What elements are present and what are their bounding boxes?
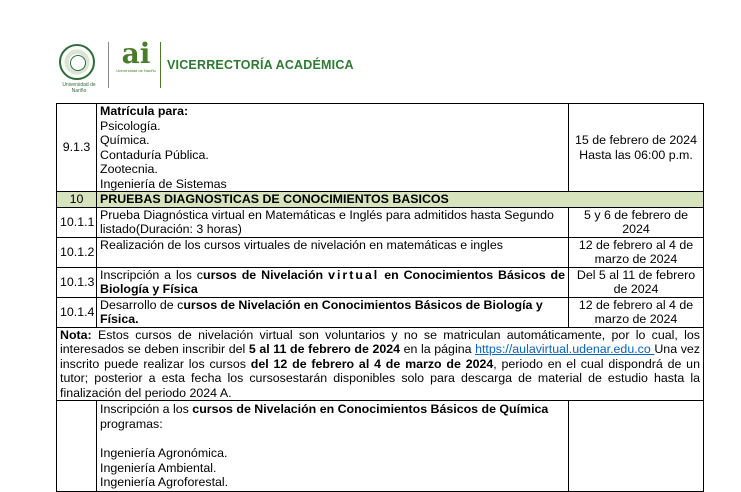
university-seal-logo [59,44,95,80]
table-row [57,104,704,192]
row-description [97,297,569,327]
note-label: Nota: [60,327,92,342]
row-description [97,104,569,192]
text-segment: en la página [400,342,476,356]
header-divider [108,42,109,88]
text-segment-bold: 5 al 11 de febrero de 2024 [248,342,401,356]
program-item: Psicología. [100,118,161,133]
section-title: PRUEBAS DIAGNOSTICAS DE CONOCIMIENTOS BASICOS [97,192,704,208]
row-number [57,401,97,492]
program-item: Zootecnia. [100,162,158,176]
ai-logo-mark: ai [121,37,151,70]
row-number: 10.1.2 [57,237,97,267]
schedule-table [56,103,704,492]
section-number: 10 [57,192,97,208]
row-description: Prueba Diagnóstica virtual en Matemáticas e Inglés para admitidos hasta Segundo listado(Duración: 3 horas) [97,207,569,237]
row-date: 5 y 6 de febrero de 2024 [569,207,704,237]
program-item: Ingeniería Agroforestal. [100,475,229,490]
text-segment: , periodo en el cual dispondrá de un tutor; posterior a esta fecha los cursosestarán disponibles solo para descarga de material de estudio hasta la finalización del periodo 2024 A. [60,356,700,400]
text-segment: Inscripción a los c [100,267,204,282]
row-number: 10.1.1 [57,207,97,237]
text-segment: Inscripción a los [100,402,193,417]
text-segment-bold: cursos de Nivelación en Conocimientos Básicos de Química [192,402,549,417]
text-segment-bold: en Conocimientos Básicos de Biología y Física [100,267,565,296]
date-line: Hasta las 06:00 p.m. [579,147,693,162]
text-segment-bold: ursos de Nivelación [203,267,329,282]
row-description: Realización de los cursos virtuales de nivelación en matemáticas e ingles [97,237,569,267]
table-row [57,237,704,267]
text-segment-bold: virtual [328,267,380,282]
row-date: 12 de febrero al 4 de marzo de 2024 [569,297,704,327]
row-description [97,401,569,492]
row-date [569,104,704,192]
date-line: 15 de febrero de 2024 [575,133,697,147]
table-row [57,267,704,297]
text-segment: programas: [100,416,163,431]
table-row [57,297,704,327]
ai-logo-subtitle: Universidad de Nariño [116,68,156,73]
note-text [57,327,704,401]
row-title: Matrícula para: [100,104,189,118]
program-item: Ingeniería Agronómica. [100,446,228,461]
text-segment: Desarrollo de c [100,297,184,312]
row-date [569,401,704,492]
row-number: 10.1.4 [57,297,97,327]
text-segment: Estos cursos de nivelación virtual son voluntarios y no se matriculan automáticamente, por lo cual, los interesados se deben inscribir del [60,327,700,356]
header-divider-green [160,42,161,88]
row-date: 12 de febrero al 4 de marzo de 2024 [569,237,704,267]
section-header-row [57,192,704,208]
row-number: 9.1.3 [57,104,97,192]
table-row [57,207,704,237]
table-row [57,401,704,492]
program-item: Ingeniería Ambiental. [100,460,217,475]
university-name: Universidad de Nariño [62,82,96,94]
row-description [97,267,569,297]
row-date: Del 5 al 11 de febrero de 2024 [569,267,704,297]
aulavirtual-link[interactable]: https://aulavirtual.udenar.edu.co [475,342,655,356]
header-title: VICERRECTORÍA ACADÉMICA [167,58,354,72]
program-item: Contaduría Pública. [100,147,209,162]
note-row [57,327,704,401]
ai-logo [116,37,156,73]
page-header [56,37,476,94]
text-segment-bold: ursos de Nivelación en Conocimientos Básicos de Biología y Física. [100,297,543,326]
program-item: Química. [100,133,150,147]
text-segment: Una vez inscrito puede realizar los cursos [60,342,700,371]
program-item: Ingeniería de Sistemas [100,176,227,191]
text-segment-bold: del 12 de febrero al 4 de marzo de 2024 [250,356,494,371]
row-number: 10.1.3 [57,267,97,297]
